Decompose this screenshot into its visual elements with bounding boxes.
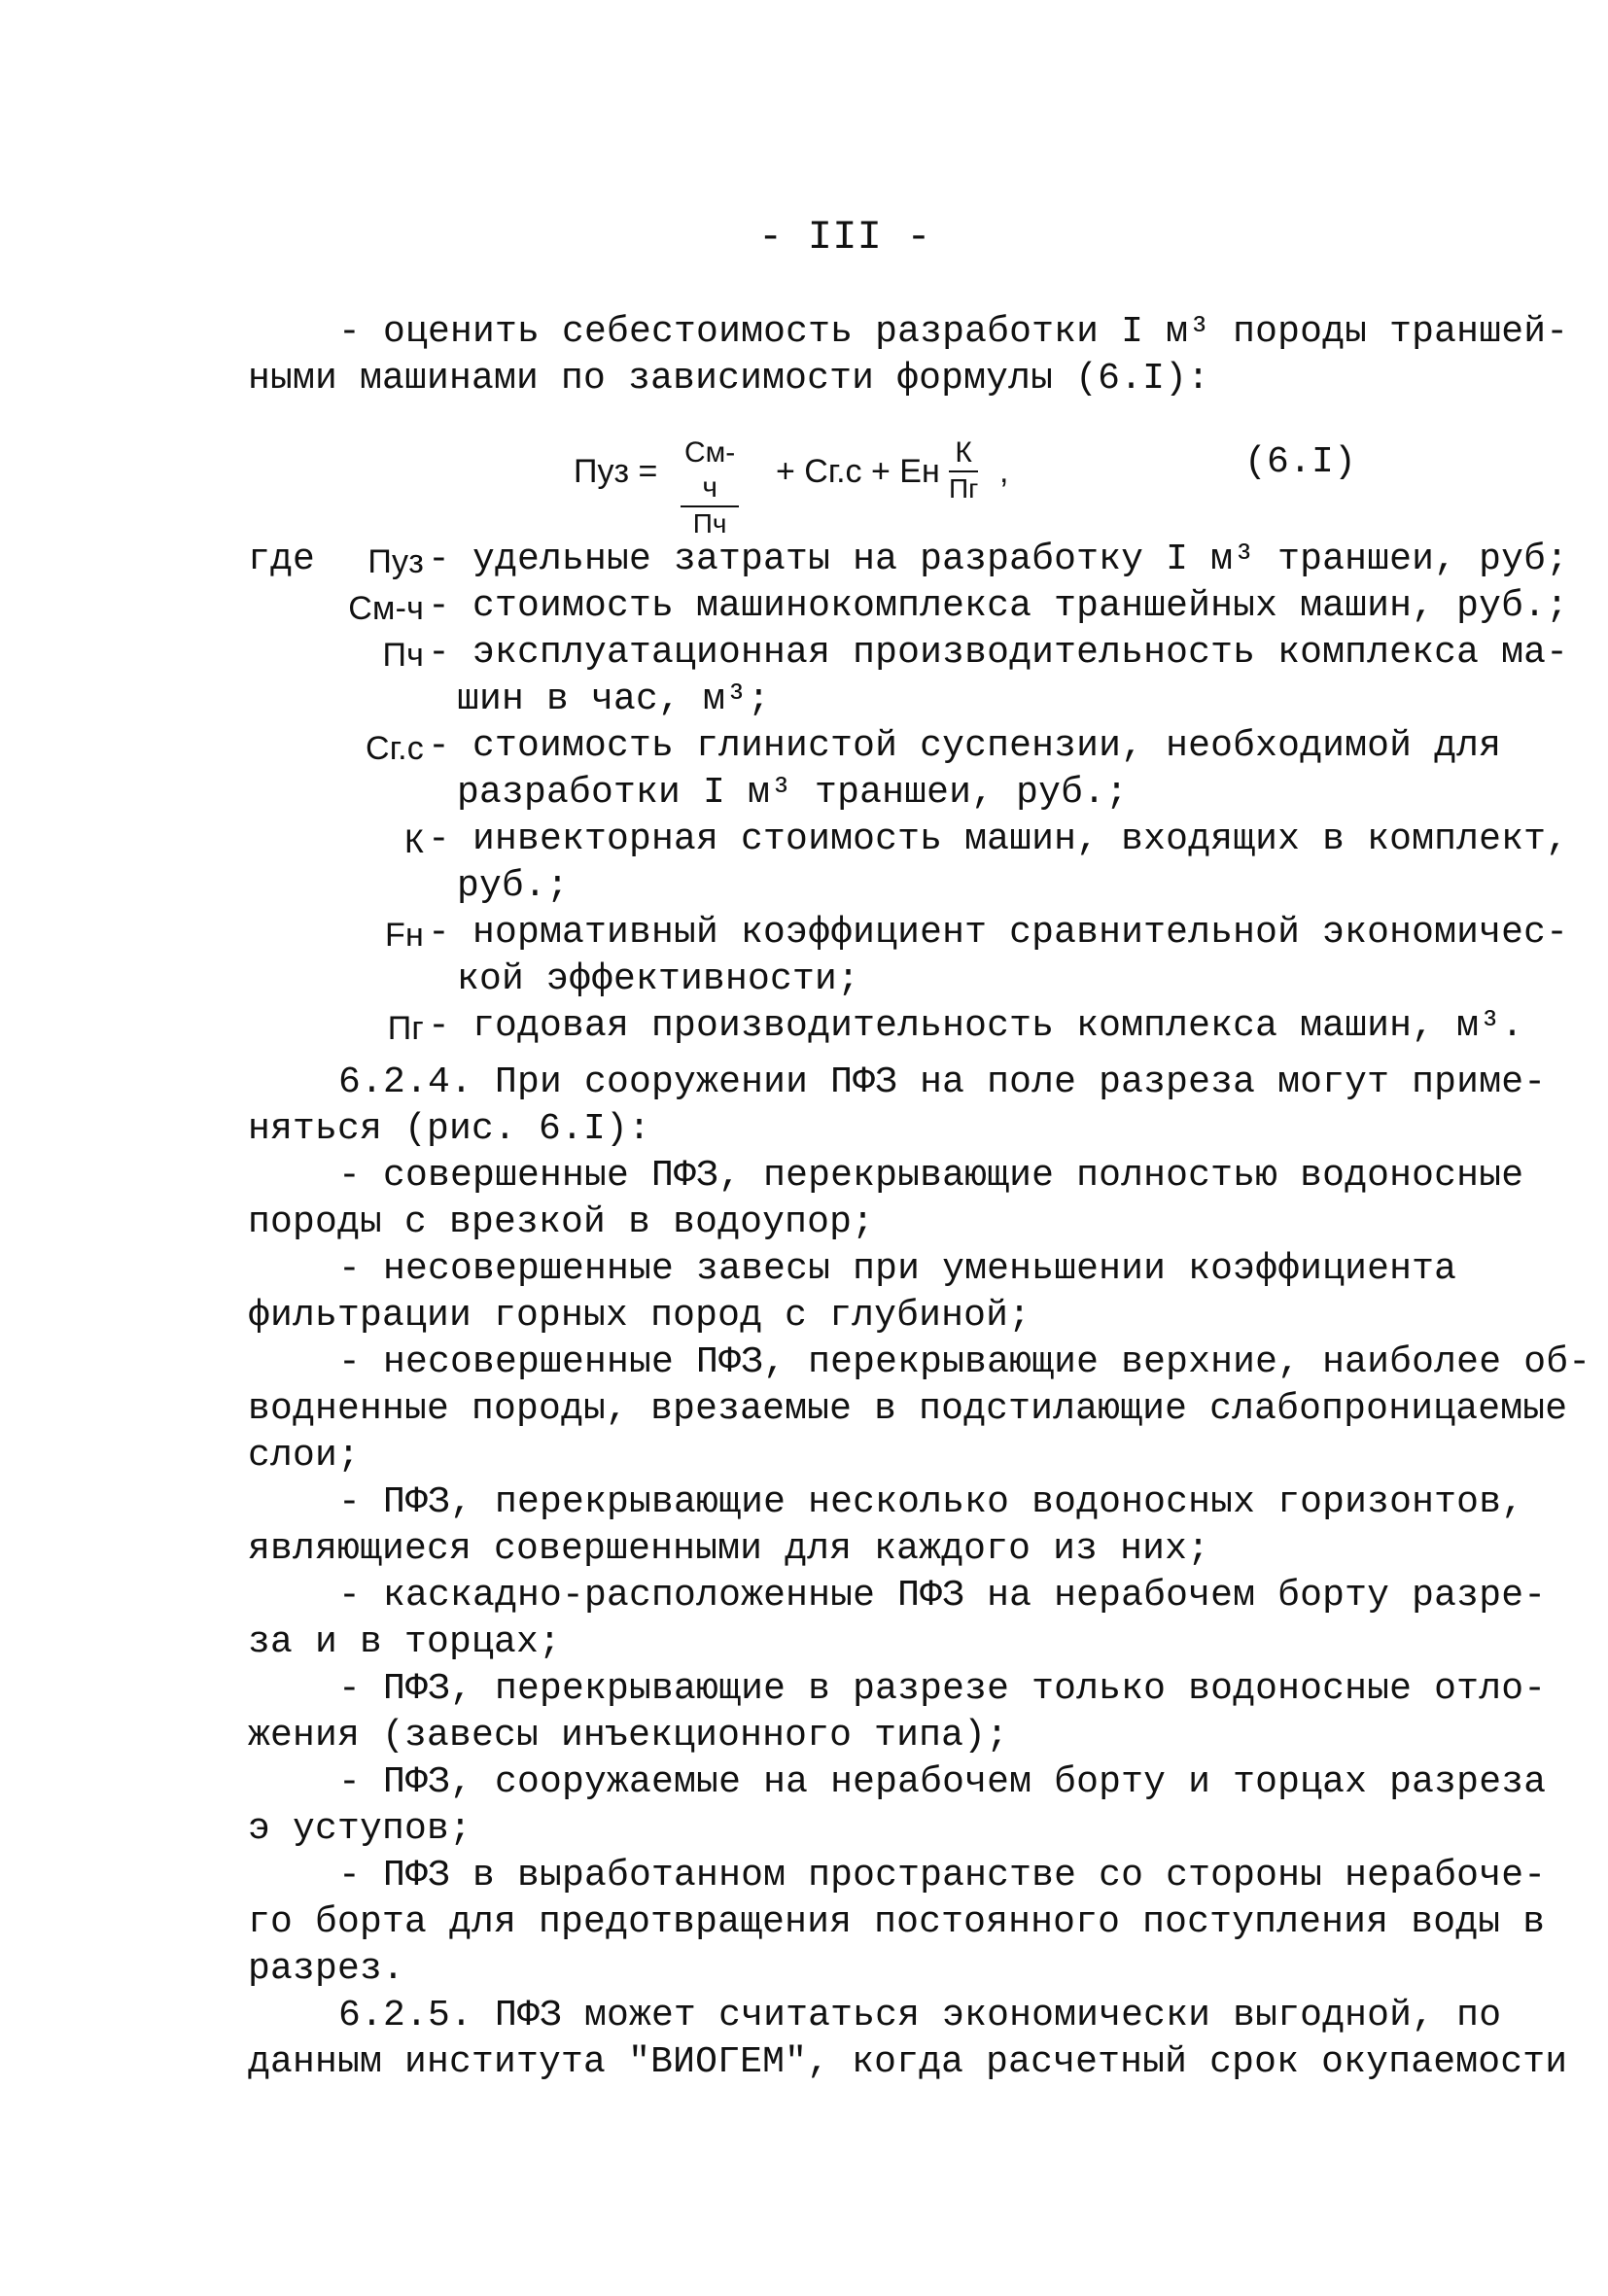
formula-fraction-2 (949, 435, 978, 505)
body-line: слои; (248, 1435, 361, 1477)
body-line: данным института "ВИОГЕМ", когда расчетный срок окупаемости (248, 2041, 1568, 2083)
def-text-cont: руб.; (457, 865, 570, 907)
body-line: за и в торцах; (248, 1621, 562, 1663)
formula-number: (6.I) (1244, 441, 1357, 483)
def-symbol: См-ч (348, 590, 424, 627)
formula-frac2-numerator: К (949, 435, 978, 472)
body-line: породы с врезкой в водоупор; (248, 1201, 875, 1243)
formula-frac2-denominator: Пг (949, 473, 979, 504)
body-line: жения (завесы инъекционного типа); (248, 1715, 1009, 1757)
def-symbol: Пч (382, 637, 424, 674)
body-line: фильтрации горных пород с глубиной; (248, 1295, 1031, 1337)
def-text: - нормативный коэффициент сравнительной экономичес- (428, 912, 1569, 954)
def-symbol: Fн (385, 917, 424, 954)
formula-tail: , (999, 453, 1009, 490)
page-number: - III - (758, 214, 931, 261)
formula-middle: + Сг.с + Ен (776, 453, 940, 490)
body-line: - несовершенные ПФЗ, перекрывающие верхние, наиболее об- (338, 1341, 1591, 1383)
def-text-cont: кой эффективности; (457, 958, 860, 1000)
body-line: - каскадно-расположенные ПФЗ на нерабочем борту разре- (338, 1575, 1547, 1617)
intro-line-1: - оценить себестоимость разработки I м³ породы траншей- (338, 311, 1569, 353)
def-text: - удельные затраты на разработку I м³ траншеи, руб; (428, 539, 1569, 580)
formula-frac1-denominator: Пч (692, 508, 727, 539)
formula-fraction-1 (681, 435, 739, 540)
body-line: - несовершенные завесы при уменьшении коэффициента (338, 1248, 1457, 1290)
def-text-cont: шин в час, м³; (457, 678, 771, 720)
def-text: - эксплуатационная производительность комплекса ма- (428, 632, 1569, 674)
body-line: няться (рис. 6.I): (248, 1108, 651, 1150)
formula-frac1-numerator: См-ч (681, 435, 739, 507)
def-text-cont: разработки I м³ траншеи, руб.; (457, 772, 1129, 814)
def-text: - годовая производительность комплекса машин, м³. (428, 1005, 1524, 1047)
body-line: э уступов; (248, 1808, 472, 1850)
body-line: разрез. (248, 1948, 405, 1990)
body-line: го борта для предотвращения постоянного поступления воды в (248, 1901, 1546, 1943)
def-symbol: Сг.с (365, 730, 424, 767)
def-text: - инвекторная стоимость машин, входящих в комплект, (428, 818, 1569, 860)
def-text: - стоимость глинистой суспензии, необходимой для (428, 725, 1502, 767)
def-text: - стоимость машинокомплекса траншейных машин, руб.; (428, 585, 1569, 627)
body-line: являющиеся совершенными для каждого из них; (248, 1528, 1210, 1570)
where-word: где (248, 539, 316, 580)
body-line: - ПФЗ, сооружаемые на нерабочем борту и торцах разреза (338, 1761, 1547, 1803)
body-line: - ПФЗ в выработанном пространстве со стороны нерабоче- (338, 1855, 1547, 1896)
intro-line-2: ными машинами по зависимости формулы (6.I): (248, 358, 1210, 400)
body-line: - ПФЗ, перекрывающие в разрезе только водоносные отло- (338, 1668, 1547, 1710)
formula-lhs: Пуз = (574, 453, 658, 490)
def-symbol: Пуз (367, 543, 424, 580)
body-line: 6.2.5. ПФЗ может считаться экономически выгодной, по (338, 1995, 1502, 2036)
body-line: водненные породы, врезаемые в подстилающие слабопроницаемые (248, 1388, 1568, 1430)
def-symbol: Пг (387, 1010, 424, 1047)
body-line: - совершенные ПФЗ, перекрывающие полностью водоносные (338, 1155, 1524, 1197)
body-line: - ПФЗ, перекрывающие несколько водоносных горизонтов, (338, 1481, 1524, 1523)
def-symbol: К (403, 823, 424, 860)
body-line: 6.2.4. При сооружении ПФЗ на поле разреза могут приме- (338, 1061, 1547, 1103)
